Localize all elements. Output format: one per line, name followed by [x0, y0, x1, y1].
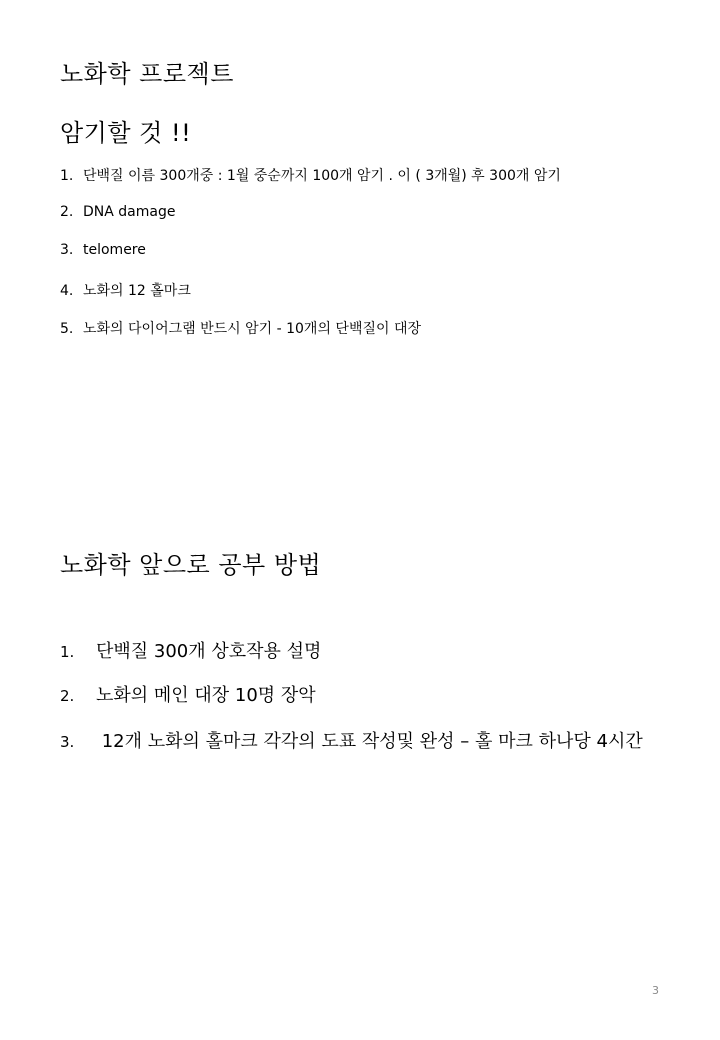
- list-item-text: DNA damage: [83, 204, 176, 220]
- list-item-number: 4.: [60, 283, 74, 299]
- list-item: [60, 727, 643, 753]
- list-item-number: 1.: [60, 643, 75, 661]
- list-item-text: 단백질 이름 300개중 : 1월 중순까지 100개 암기 . 이 ( 3개월) 후 300개 암기: [83, 168, 561, 184]
- document-title: 노화학 프로젝트: [60, 60, 234, 88]
- list-item-text: 노화의 메인 대장 10명 장악: [96, 685, 316, 706]
- list-item-text: telomere: [83, 242, 146, 258]
- list-item-text: 단백질 300개 상호작용 설명: [96, 641, 322, 662]
- list-item: [60, 280, 191, 300]
- list-item-number: 1.: [60, 168, 74, 184]
- list-item: [60, 165, 561, 185]
- page-number: 3: [652, 984, 659, 997]
- list-item: [60, 204, 175, 220]
- list-item-text: 12개 노화의 홀마크 각각의 도표 작성및 완성 – 홀 마크 하나당 4시간: [96, 731, 643, 752]
- list-item-text: 노화의 다이어그램 반드시 암기 - 10개의 단백질이 대장: [83, 321, 422, 337]
- list-item: [60, 681, 316, 707]
- list-item-number: 2.: [60, 687, 75, 705]
- list-item-number: 3.: [60, 242, 74, 258]
- list-item: [60, 318, 421, 338]
- list-item-number: 2.: [60, 204, 74, 220]
- list-item-number: 5.: [60, 321, 74, 337]
- list-item: [60, 637, 321, 663]
- list-item-text: 노화의 12 홀마크: [83, 283, 191, 299]
- list-item: [60, 242, 146, 258]
- memorize-heading: 암기할 것 !!: [60, 119, 192, 147]
- study-method-heading: 노화학 앞으로 공부 방법: [60, 551, 322, 579]
- list-item-number: 3.: [60, 733, 75, 751]
